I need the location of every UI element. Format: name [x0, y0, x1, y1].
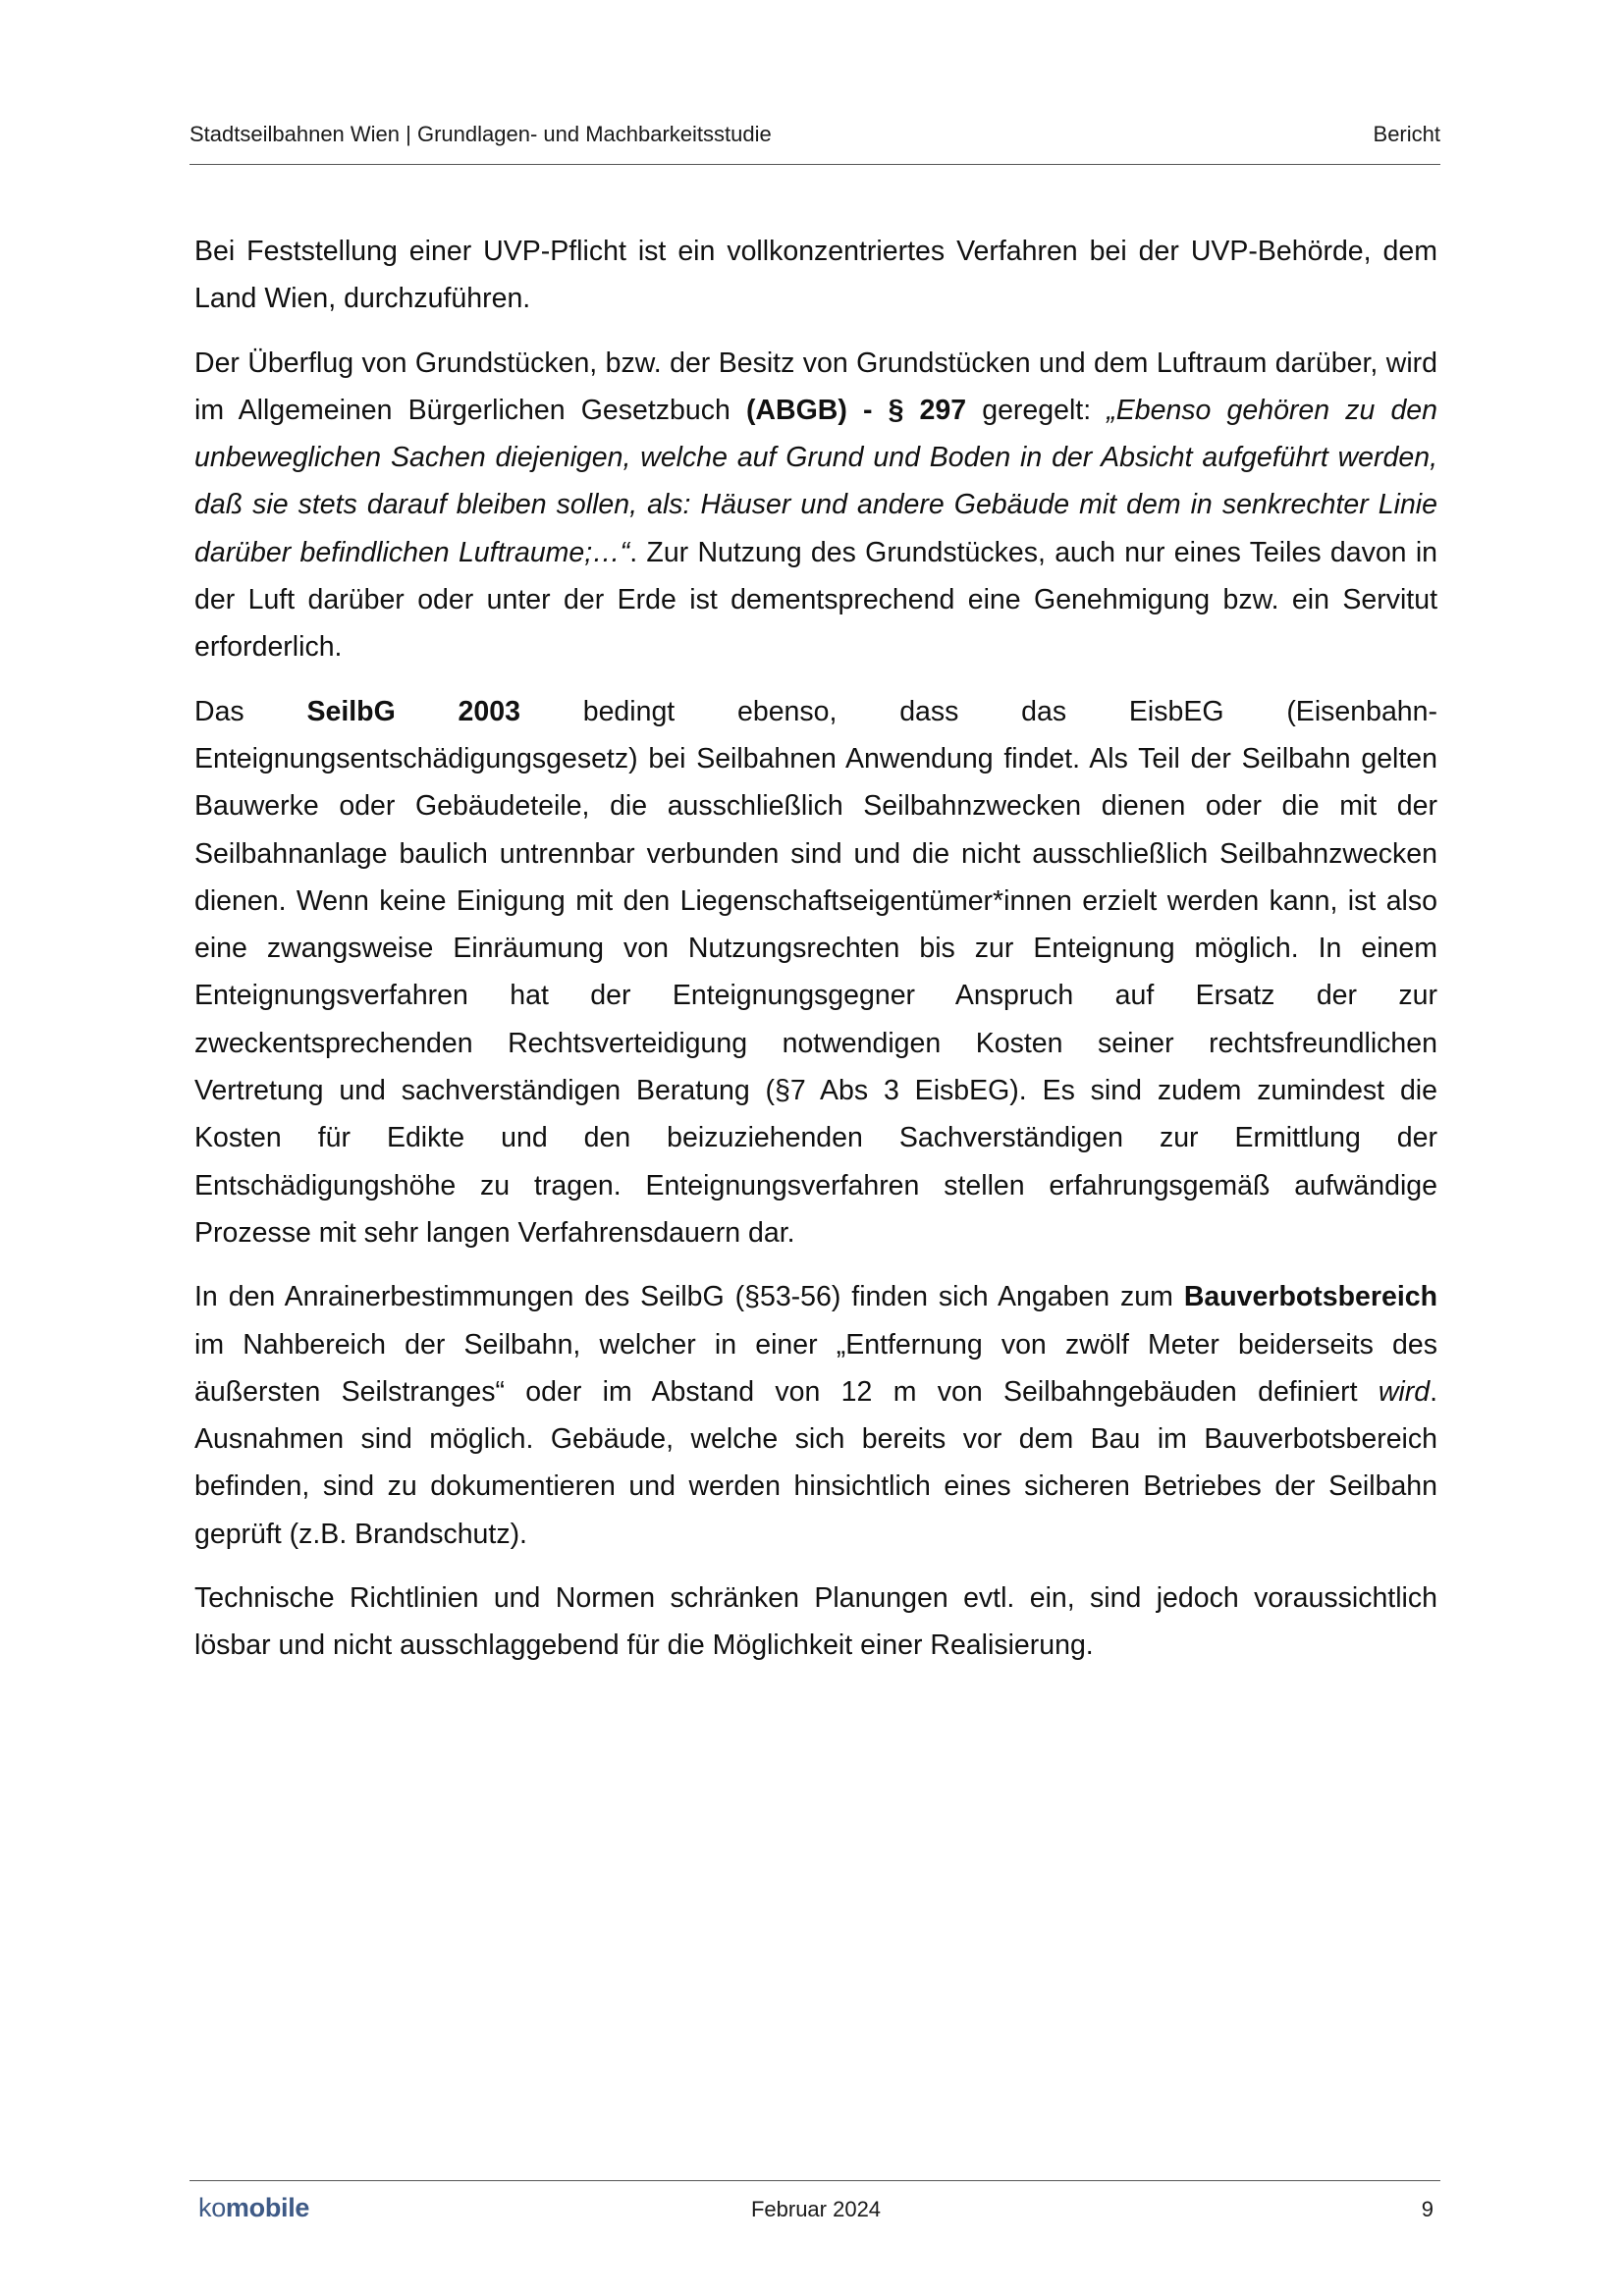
paragraph-uvp: Bei Feststellung einer UVP-Pflicht ist ein vollkonzentriertes Verfahren bei der UVP-Behörde, dem Land Wien, durchzuführen. [194, 236, 1437, 315]
document-body [194, 228, 1437, 1686]
komobile-logo: komobile [198, 2193, 310, 2222]
paragraph-bauverbotsbereich: In den Anrainerbestimmungen des SeilbG (§53-56) finden sich Angaben zum Bauverbotsbereich im Nahbereich der Seilbahn, welcher in einer „Entfernung von zwölf Meter beiderseits des äußersten Seilstranges“ oder im Abstand von 12 m von Seilbahngebäuden definiert wird. Ausnahmen sind möglich. Gebäude, welche sich bereits vor dem Bau im Bauverbotsbereich befinden, sind zu dokumentieren und werden hinsichtlich eines sicheren Betriebes der Seilbahn geprüft (z.B. Brandschutz). [194, 1281, 1437, 1550]
abgb-quote: „Ebenso gehören zu den unbeweglichen Sachen diejenigen, welche auf Grund und Boden in der Absicht aufgeführt werden, daß sie stets darauf bleiben sollen, als: Häuser und andere Gebäude mit dem in senkrechter Linie darüber befindlichen Luftraume;…“ [194, 394, 1438, 568]
seilbg-reference: SeilbG 2003 [306, 695, 520, 727]
paragraph-seilbg: Das SeilbG 2003 bedingt ebenso, dass das EisbEG (Eisenbahn-Enteignungsentschädigungsgesetz) bei Seilbahnen Anwendung findet. Als Teil der Seilbahn gelten Bauwerke oder Gebäudeteile, die ausschließlich Seilbahnzwecken dienen oder die mit der Seilbahnanlage baulich untrennbar verbunden sind und die nicht ausschließlich Seilbahnzwecken dienen. Wenn keine Einigung mit den Liegenschaftseigentümer*innen erzielt werden kann, ist also eine zwangsweise Einräumung von Nutzungsrechten bis zur Enteignung möglich. In einem Enteignungsverfahren hat der Enteignungsgegner Anspruch auf Ersatz der zur zweckentsprechenden Rechtsverteidigung notwendigen Kosten seiner rechtsfreundlichen Vertretung und sachverständigen Beratung (§7 Abs 3 EisbEG). Es sind zudem zumindest die Kosten für Edikte und den beizuziehenden Sachverständigen zur Ermittlung der Entschädigungshöhe zu tragen. Enteignungsverfahren stellen erfahrungsgemäß aufwändige Prozesse mit sehr langen Verfahrensdauern dar. [194, 695, 1437, 1249]
abgb-reference: (ABGB) - § 297 [745, 394, 967, 426]
page-footer [194, 2195, 1437, 2226]
footer-divider [189, 2180, 1440, 2181]
page-number: 9 [1421, 2197, 1434, 2221]
page-header [189, 122, 1440, 147]
footer-date: Februar 2024 [750, 2197, 882, 2221]
header-document-title: Stadtseilbahnen Wien | Grundlagen- und Machbarkeitsstudie [189, 122, 772, 146]
header-section-label: Bericht [1373, 122, 1440, 146]
paragraph-abgb: Der Überflug von Grundstücken, bzw. der Besitz von Grundstücken und dem Luftraum darüber, wird im Allgemeinen Bürgerlichen Gesetzbuch (ABGB) - § 297 geregelt: „Ebenso gehören zu den unbeweglichen Sachen diejenigen, welche auf Grund und Boden in der Absicht aufgeführt werden, daß sie stets darauf bleiben sollen, als: Häuser und andere Gebäude mit dem in senkrechter Linie darüber befindlichen Luftraume;…“. Zur Nutzung des Grundstückes, auch nur eines Teiles davon in der Luft darüber oder unter der Erde ist dementsprechend eine Genehmigung bzw. ein Servitut erforderlich. [194, 347, 1438, 664]
header-divider [189, 164, 1440, 165]
paragraph-richtlinien: Technische Richtlinien und Normen schränken Planungen evtl. ein, sind jedoch voraussichtlich lösbar und nicht ausschlaggebend für die Möglichkeit einer Realisierung. [194, 1582, 1437, 1662]
bauverbotsbereich-term: Bauverbotsbereich [1183, 1281, 1437, 1313]
